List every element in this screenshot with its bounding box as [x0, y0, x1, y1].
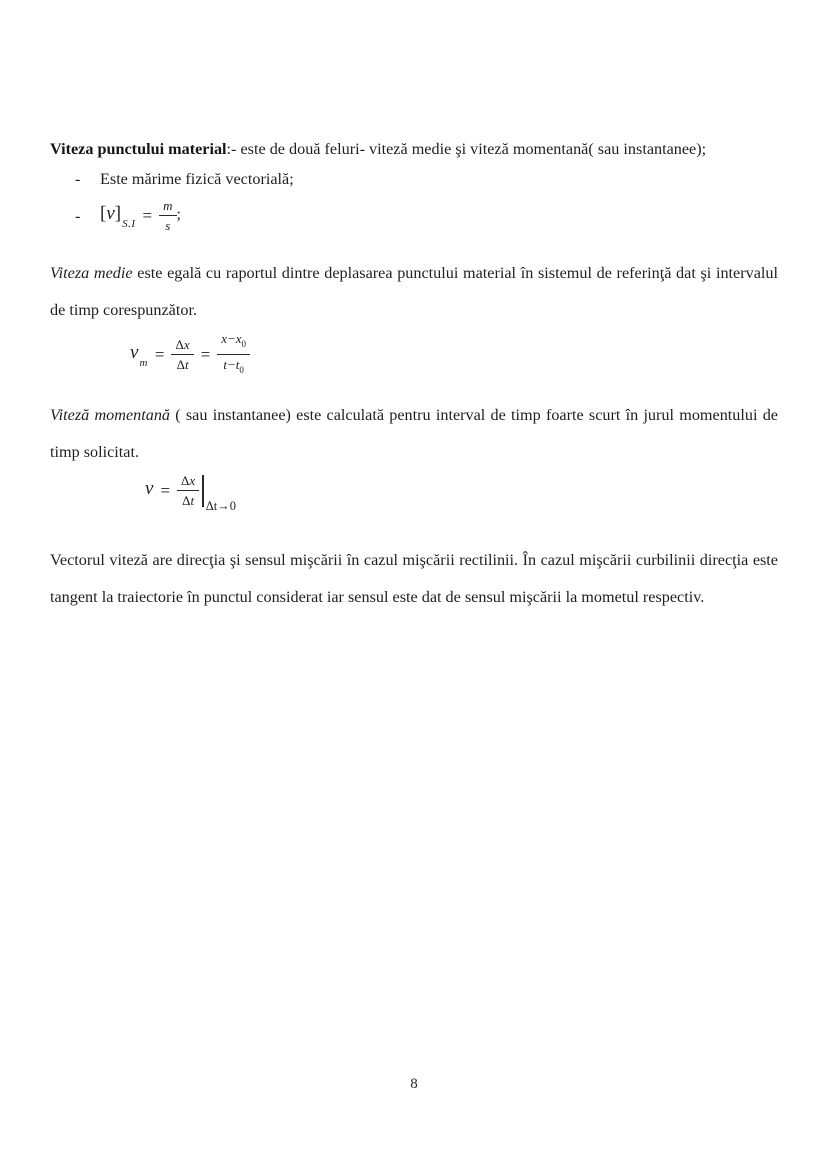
bullet-text: Este mărime fizică vectorială;: [100, 170, 294, 188]
vector-velocity-text: Vectorul viteză are direcţia şi sensul mişcării în cazul mişcării rectilinii. În cazul mişcării curbilinii direcţia este tangent la traiectorie în punctul considerat iar sensul este dat de sensul mişcării la mometul respectiv.: [50, 551, 778, 606]
delta-symbol: Δ: [176, 357, 185, 373]
t-minus-t0: t−t: [223, 357, 240, 373]
x-minus-x0: x−x: [221, 331, 242, 347]
delta-x-over-delta-t-fraction: [177, 472, 199, 509]
bracket-open: [: [100, 203, 107, 225]
instant-velocity-paragraph: [50, 397, 778, 470]
unit-fraction: [159, 197, 176, 234]
evaluation-bar: [202, 475, 204, 507]
bullet-item-si-unit: [50, 197, 778, 235]
fraction-denominator: s: [165, 218, 171, 233]
zero-subscript: 0: [241, 339, 247, 350]
instant-velocity-text: ( sau instantanee) este calculată pentru interval de timp foarte scurt în jurul momentului de timp solicitat.: [50, 406, 778, 461]
delta-symbol: Δ: [175, 337, 184, 353]
bullet-item-vectorial: [50, 169, 778, 190]
si-unit-formula: [100, 197, 181, 235]
x-variable: x: [189, 473, 196, 489]
si-subscript: S.I: [122, 218, 136, 231]
term-viteza-momentana: Viteză momentană: [50, 406, 171, 425]
t-variable: t: [184, 357, 189, 373]
bullet-dash: -: [75, 170, 81, 188]
semicolon: ;: [176, 205, 181, 224]
fraction-numerator: m: [159, 197, 176, 216]
zero-subscript: 0: [239, 365, 244, 376]
delta-x-over-delta-t-fraction: [171, 336, 193, 373]
average-velocity-text: este egală cu raportul dintre deplasarea punctului material în sistemul de referinţă dat şi intervalul de timp corespunzător.: [50, 264, 778, 319]
delta-symbol: Δ: [181, 473, 190, 489]
equals-sign: =: [142, 206, 153, 225]
velocity-symbol: v: [106, 203, 115, 225]
page-content: [0, 139, 828, 615]
page-number: 8: [410, 1076, 418, 1092]
instant-velocity-formula: [145, 472, 778, 514]
heading-rest-text: :- este de două feluri- viteză medie şi viteză momentană( sau instantanee);: [226, 140, 707, 158]
bullet-dash: -: [75, 206, 81, 225]
equals-sign: =: [200, 344, 211, 364]
heading-term: Viteza punctului material: [50, 140, 227, 158]
x-variable: x: [183, 337, 190, 353]
t-variable: t: [190, 493, 195, 509]
heading-paragraph: [50, 139, 778, 160]
bracket-close: ]: [114, 203, 122, 225]
vector-velocity-paragraph: [50, 542, 778, 615]
term-viteza-medie: Viteza medie: [50, 264, 133, 283]
average-velocity-formula: [130, 330, 778, 379]
equals-sign: =: [160, 480, 171, 500]
average-velocity-paragraph: [50, 255, 778, 328]
limit-condition: Δt→0: [205, 499, 236, 514]
equals-sign: =: [154, 344, 165, 364]
mean-subscript: m: [139, 357, 148, 370]
displacement-over-time-fraction: [217, 330, 250, 379]
velocity-symbol: v: [145, 478, 154, 500]
delta-symbol: Δ: [182, 493, 191, 509]
velocity-symbol: v: [130, 342, 139, 364]
